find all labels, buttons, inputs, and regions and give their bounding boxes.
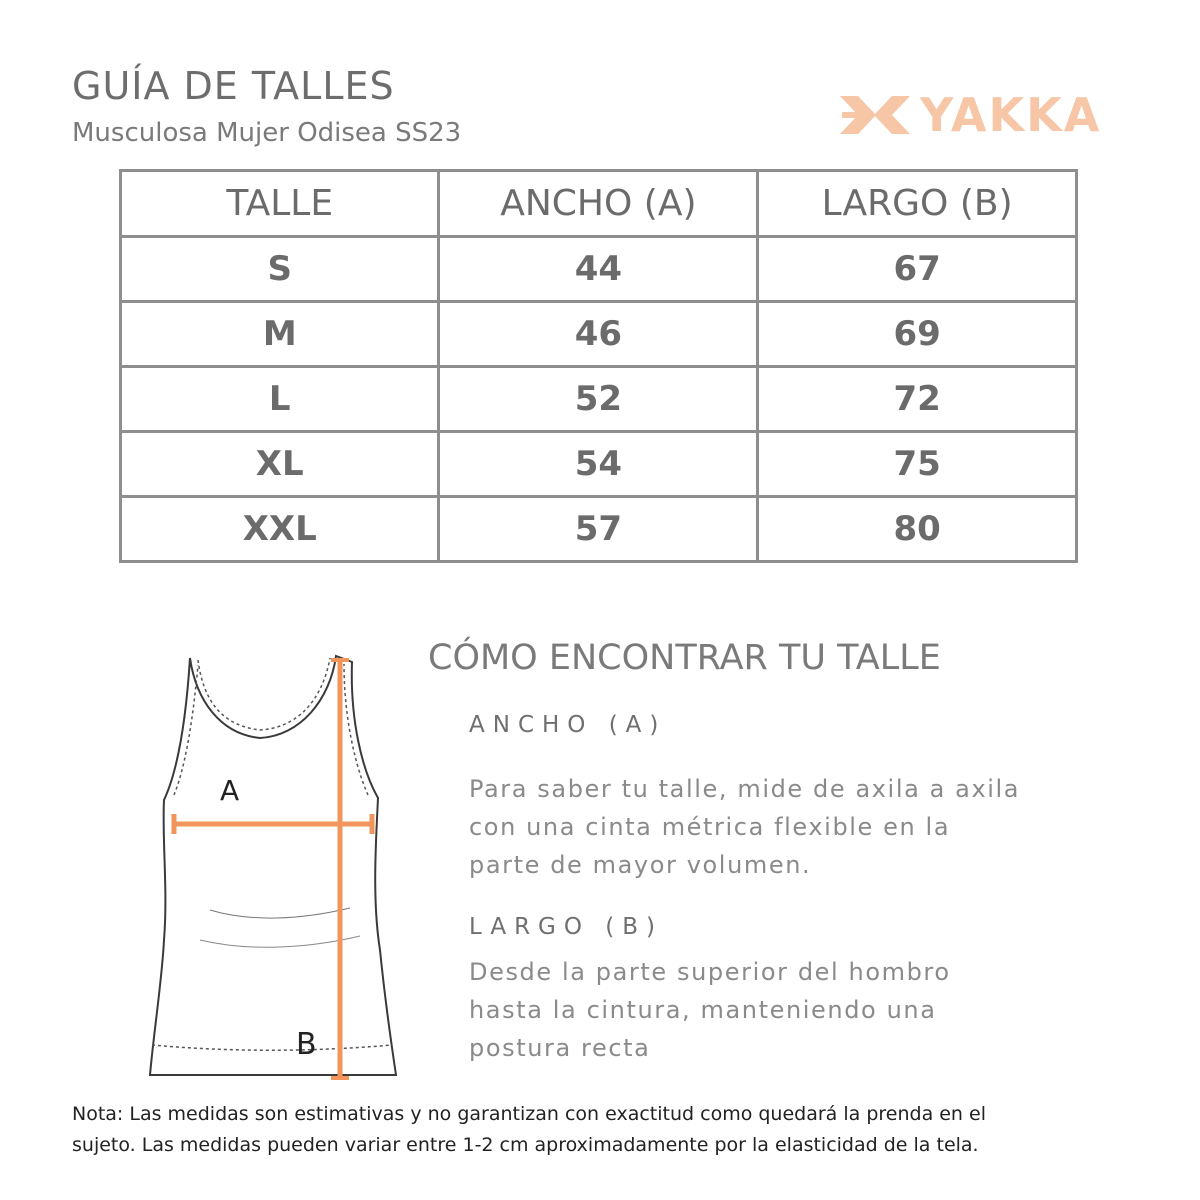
label-a: A <box>220 774 240 807</box>
size-table <box>119 169 1078 563</box>
length-cell: 69 <box>758 302 1077 367</box>
width-cell: 46 <box>439 302 758 367</box>
table-header-row <box>121 171 1077 237</box>
width-cell: 52 <box>439 367 758 432</box>
how-to-title: CÓMO ENCONTRAR TU TALLE <box>428 638 941 678</box>
size-cell: XXL <box>121 497 439 562</box>
length-cell: 75 <box>758 432 1077 497</box>
brand-x-mark-icon <box>836 92 914 138</box>
table-row <box>121 367 1077 432</box>
width-description: Para saber tu talle, mide de axila a axila con una cinta métrica flexible en la parte de mayor volumen. <box>469 775 1021 879</box>
size-cell: S <box>121 237 439 302</box>
tank-top-outline <box>150 656 396 1075</box>
table-row <box>121 432 1077 497</box>
width-cell: 57 <box>439 497 758 562</box>
length-cell: 67 <box>758 237 1077 302</box>
length-description: Desde la parte superior del hombro hasta la cintura, manteniendo una postura recta <box>469 958 951 1062</box>
brand-name: YAKKA <box>920 88 1102 142</box>
disclaimer-note: Nota: Las medidas son estimativas y no garantizan con exactitud como quedará la prenda en el sujeto. Las medidas pueden variar entre 1-2 cm aproximadamente por la elasticidad de la tela. <box>72 1103 986 1156</box>
width-heading: ANCHO (A) <box>469 712 667 738</box>
size-cell: L <box>121 367 439 432</box>
column-header-width: ANCHO (A) <box>439 171 758 237</box>
width-cell: 44 <box>439 237 758 302</box>
column-header-length: LARGO (B) <box>758 171 1077 237</box>
length-heading: LARGO (B) <box>469 914 664 940</box>
tank-top-diagram <box>140 640 400 1090</box>
brand-logo <box>836 90 1136 140</box>
page-title: GUÍA DE TALLES <box>72 64 395 108</box>
size-cell: M <box>121 302 439 367</box>
length-cell: 80 <box>758 497 1077 562</box>
page-subtitle: Musculosa Mujer Odisea SS23 <box>72 118 462 148</box>
length-cell: 72 <box>758 367 1077 432</box>
table-row <box>121 302 1077 367</box>
width-cell: 54 <box>439 432 758 497</box>
size-cell: XL <box>121 432 439 497</box>
table-row <box>121 497 1077 562</box>
column-header-size: TALLE <box>121 171 439 237</box>
label-b: B <box>296 1027 317 1062</box>
table-row <box>121 237 1077 302</box>
